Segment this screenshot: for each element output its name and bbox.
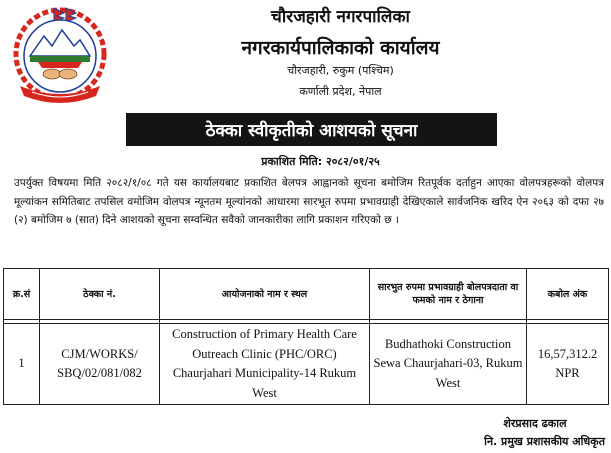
header-serial-number: क्र.सं — [4, 269, 40, 320]
row-project-name: Construction of Primary Health Care Outreach Clinic (PHC/ORC) Chaurjahari Municipality-14 Rukum West — [160, 324, 370, 405]
notice-title-banner: ठेक्का स्वीकृतीको आशयको सूचना — [126, 113, 497, 146]
contract-award-table — [3, 268, 609, 405]
office-name: नगरकार्यपालिकाको कार्यालय — [241, 37, 440, 59]
published-date: प्रकाशित मिति: २०८२/०१/२५ — [261, 155, 380, 168]
header-bid-amount: कबोल अंक — [527, 269, 609, 320]
row-serial-number: 1 — [4, 324, 40, 405]
municipality-name: चौरजहारी नगरपालिका — [271, 7, 410, 27]
row-bidder-name: Budhathoki Construction Sewa Chaurjahari-03, Rukum West — [370, 324, 527, 405]
office-address: चौरजहारी, रुकुम (पश्चिम) — [287, 64, 394, 77]
row-bid-amount: 16,57,312.2 NPR — [527, 324, 609, 405]
signatory-title: नि. प्रमुख प्रशासकीय अधिकृत — [484, 435, 605, 448]
table-row — [4, 324, 609, 405]
notice-body-text: उपर्युक्त विषयमा मिति २०८२/१/०८ गते यस कार्यालयबाट प्रकाशित बेलपत्र आह्वानको सूचना बमोजिम रितपूर्वक दर्ताहुन आएका वोलपत्रहरूको वोलपत्र मूल्यांकन समितिबाट तपसिल वमोजिम वोलपत्र न्यूनतम मूल्यांनको आधारमा सारभूत रुपमा प्रभावग्राही देखिएकाले सार्वजनिक खरिद ऐन २०६३ को दफा २७ (२) बमोजिम ७ (सात) दिने आशयको सूचना सम्वन्धित सवैको जानकारीका लागि प्रकाशन गरिएको छ । — [14, 177, 604, 226]
header-bidder-name-address: सारभुत रुपमा प्रभावग्राही बोलपत्रदाता वा फमको नाम र ठेगाना — [370, 269, 527, 320]
header-contract-number: ठेक्का नं. — [40, 269, 160, 320]
table-header-row — [4, 269, 609, 320]
signatory-name: शेरप्रसाद ढकाल — [503, 417, 567, 430]
row-contract-number: CJM/WORKS/ SBQ/02/081/082 — [40, 324, 160, 405]
province-line: कर्णाली प्रदेश, नेपाल — [299, 85, 382, 98]
header-project-name-location: आयोजनाको नाम र स्थल — [160, 269, 370, 320]
